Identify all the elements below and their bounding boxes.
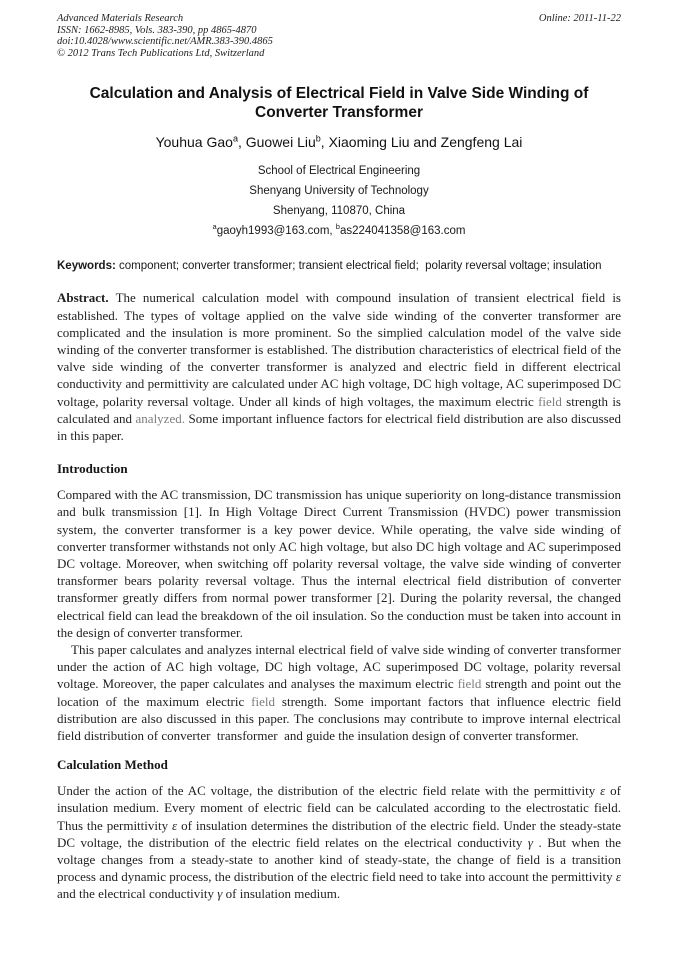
introduction-paragraph-1: Compared with the AC transmission, DC transmission has unique superiority on long-distance transmission and bulk transmission [1]. In High Voltage Direct Current Transmission (HVDC) power transmission system, the converter transformer is a key power device. While operating, the valve side winding of converter transformer withstands not only AC high voltage, but also DC high voltage and AC superimposed DC voltage. Moreover, when switching off polarity reversal voltage, the valve side winding of converter transformer bears polarity reversal voltage. Thus the internal electrical field distribution of converter transformer greatly differs from normal power transformer [2]. During the polarity reversal, the changed electrical field can lead the breakdown of the oil insulation. So the conduction must be taken into account in the design of converter transformer. [57, 487, 621, 640]
affiliation-city: Shenyang, 110870, China [272, 205, 406, 218]
introduction-paragraph-2: This paper calculates and analyzes internal electrical field of valve side winding of converter transformer under the action of AC high voltage, DC high voltage, AC superimposed DC voltage, polarity reversal voltage. Moreover, the paper calculates and analyses the maximum electric field strength and point out the location of the maximum electric field strength. Some important factors that influence electric field distribution are also discussed in this paper. The conclusions may contribute to improve internal electrical field distribution of converter transformer and guide the insulation design of converter transformer. [57, 642, 621, 744]
online-date: Online: 2011-11-22 [538, 13, 621, 24]
keywords-line: Keywords: component; converter transformer; transient electrical field; polarity reversal voltage; insulation [57, 260, 602, 273]
page-header [57, 13, 621, 59]
section-heading-calculation-method: Calculation Method [57, 757, 168, 773]
calculation-method-paragraph: Under the action of the AC voltage, the distribution of the electric field relate with the permittivity ε of insulation medium. Every moment of electric field can be calculated according to the electrostatic field. Thus the permittivity ε of insulation determines the distribution of the electric field. Under the steady-state DC voltage, the distribution of the electric field relates on the electrical conductivity γ . But when the voltage changes from a steady-state to another kind of steady-state, the change of field is a transition process and dynamic process, the distribution of the electric field need to take into account the permittivity ε and the electrical conductivity γ of insulation medium. [57, 783, 622, 902]
publication-info [57, 13, 273, 59]
doi-line: doi:10.4028/www.scientific.net/AMR.383-390.4865 [57, 36, 273, 48]
paper-title: Calculation and Analysis of Electrical Field in Valve Side Winding of Converter Transformer [89, 85, 589, 122]
affiliation-university: Shenyang University of Technology [249, 185, 429, 198]
authors-line: Youhua Gao$^a$, Guowei Liu$^b$, Xiaoming Liu and Zengfeng Lai [155, 133, 523, 151]
abstract-paragraph: Abstract. The numerical calculation model with compound insulation of transient electrical field is established. The types of voltage applied on the valve side winding of the converter transformer are complicated and the insulation is more prominent. So the simplied calculation model of the valve side winding of the converter transformer is established. The distribution characteristics of electrical field of the valve side winding of the converter transformer is analyzed and electric field in different electrical conductivity and permittivity are calculated under AC high voltage, DC high voltage, AC superimposed DC voltage, polarity reversal voltage. Under all kinds of high voltages, the maximum electric field strength is calculated and analyzed. Some important influence factors for electrical field distribution are also discussed in this paper. [57, 290, 621, 443]
affiliation-school: School of Electrical Engineering [257, 165, 421, 178]
journal-name: Advanced Materials Research [57, 13, 184, 24]
affiliation-block [57, 161, 621, 241]
copyright-line: © 2012 Trans Tech Publications Ltd, Switzerland [57, 47, 265, 59]
section-heading-introduction: Introduction [57, 461, 128, 477]
author-emails: $^a$gaoyh1993@163.com, $^b$as224041358@163.com [212, 222, 466, 238]
issn-line: ISSN: 1662-8985, Vols. 383-390, pp 4865-4870 [57, 24, 257, 36]
